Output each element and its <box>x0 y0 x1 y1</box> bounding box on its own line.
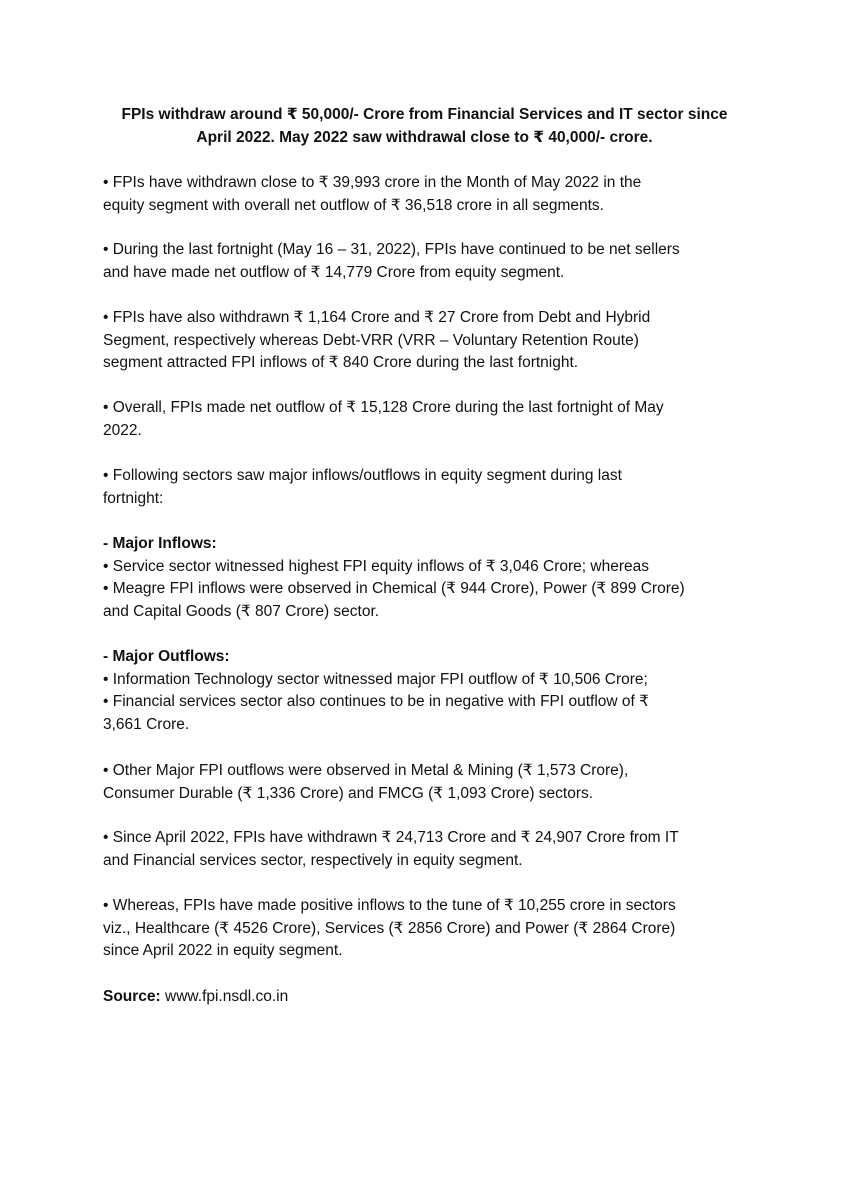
title-line: FPIs withdraw around ₹ 50,000/- Crore from Financial Services and IT sector since <box>121 106 728 123</box>
paragraph-line: • FPIs have also withdrawn ₹ 1,164 Crore and ₹ 27 Crore from Debt and Hybrid <box>103 309 651 326</box>
paragraph-line: and Financial services sector, respectively in equity segment. <box>103 851 523 869</box>
inflows-line: and Capital Goods (₹ 807 Crore) sector. <box>103 602 380 620</box>
paragraph-line: since April 2022 in equity segment. <box>103 942 343 959</box>
paragraph-line: • Overall, FPIs made net outflow of ₹ 15,128 Crore during the last fortnight of May <box>103 399 664 416</box>
paragraph-line: Consumer Durable (₹ 1,336 Crore) and FMCG (₹ 1,093 Crore) sectors. <box>103 784 594 802</box>
paragraph-line: • Other Major FPI outflows were observed in Metal & Mining (₹ 1,573 Crore), <box>103 762 629 779</box>
paragraph-line: • Following sectors saw major inflows/outflows in equity segment during last <box>103 467 622 484</box>
paragraph-line: • Whereas, FPIs have made positive inflows to the tune of ₹ 10,255 crore in sectors <box>103 897 676 914</box>
paragraph-overall-outflow <box>103 397 753 442</box>
paragraph-line: and have made net outflow of ₹ 14,779 Crore from equity segment. <box>103 263 565 281</box>
paragraph-positive-inflows <box>103 895 753 963</box>
source-label: Source: <box>103 988 161 1005</box>
major-inflows-heading: - Major Inflows: <box>103 535 217 552</box>
paragraph-line: viz., Healthcare (₹ 4526 Crore), Services (₹ 2856 Crore) and Power (₹ 2864 Crore) <box>103 919 676 937</box>
outflows-line: • Information Technology sector witnessed major FPI outflow of ₹ 10,506 Crore; <box>103 670 648 688</box>
major-outflows-section <box>103 646 753 736</box>
inflows-line: • Service sector witnessed highest FPI equity inflows of ₹ 3,046 Crore; whereas <box>103 557 649 575</box>
source-line <box>103 986 753 1009</box>
paragraph-line: fortnight: <box>103 489 164 507</box>
outflows-line: • Financial services sector also continues to be in negative with FPI outflow of ₹ <box>103 693 649 710</box>
major-inflows-section <box>103 533 753 623</box>
outflows-line: 3,661 Crore. <box>103 715 190 733</box>
paragraph-may-withdrawal <box>103 172 753 217</box>
paragraph-line: Segment, respectively whereas Debt-VRR (VRR – Voluntary Retention Route) <box>103 331 639 349</box>
paragraph-debt-hybrid <box>103 307 753 375</box>
paragraph-other-outflows <box>103 760 753 805</box>
paragraph-line: • During the last fortnight (May 16 – 31, 2022), FPIs have continued to be net sellers <box>103 241 680 258</box>
paragraph-since-april <box>103 827 753 872</box>
document-title <box>90 104 759 149</box>
paragraph-line: • Since April 2022, FPIs have withdrawn ₹ 24,713 Crore and ₹ 24,907 Crore from IT <box>103 829 679 846</box>
paragraph-line: 2022. <box>103 421 142 439</box>
title-line: April 2022. May 2022 saw withdrawal close to ₹ 40,000/- crore. <box>196 128 653 146</box>
paragraph-sectors-intro <box>103 465 753 510</box>
major-outflows-heading: - Major Outflows: <box>103 648 230 665</box>
inflows-line: • Meagre FPI inflows were observed in Chemical (₹ 944 Crore), Power (₹ 899 Crore) <box>103 580 685 597</box>
paragraph-last-fortnight <box>103 239 753 284</box>
paragraph-line: equity segment with overall net outflow of ₹ 36,518 crore in all segments. <box>103 196 604 214</box>
paragraph-line: segment attracted FPI inflows of ₹ 840 Crore during the last fortnight. <box>103 354 579 371</box>
paragraph-line: • FPIs have withdrawn close to ₹ 39,993 crore in the Month of May 2022 in the <box>103 174 642 191</box>
source-url: www.fpi.nsdl.co.in <box>165 988 289 1005</box>
